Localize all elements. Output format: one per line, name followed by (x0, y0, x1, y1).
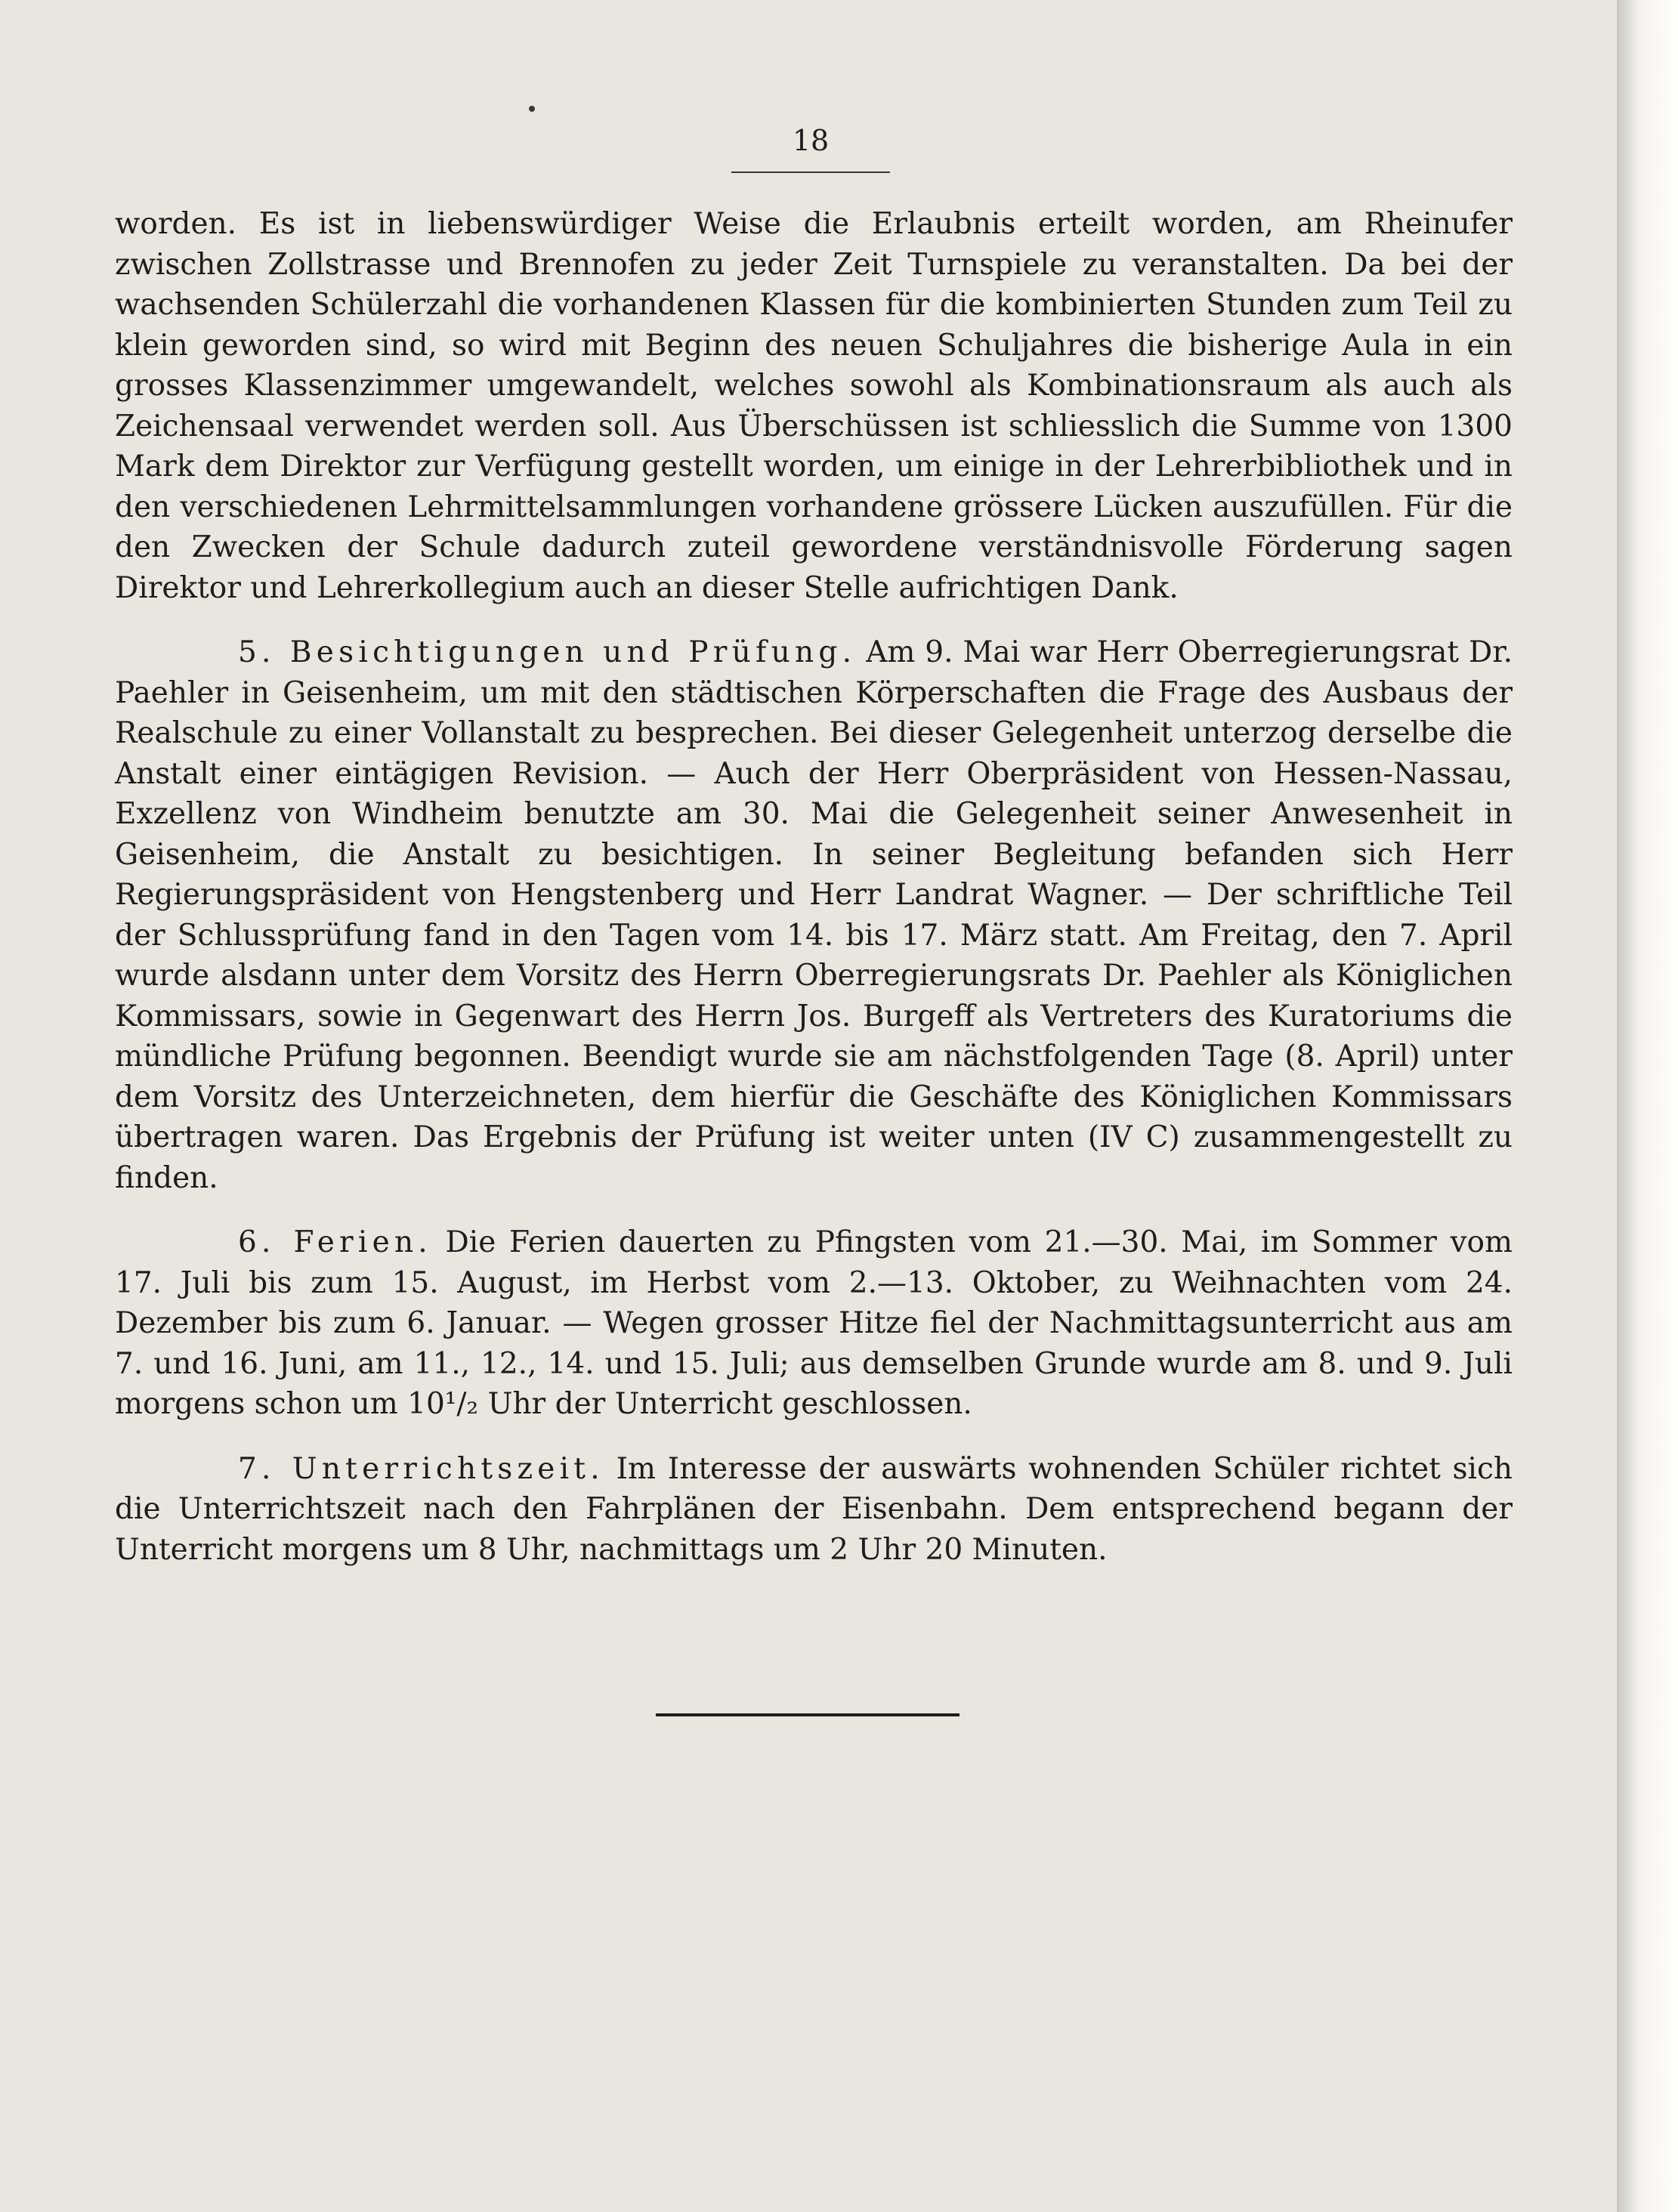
text-body (115, 204, 1513, 1594)
page-edge-shadow (1617, 0, 1678, 2212)
paragraph-text: worden. Es ist in liebenswürdiger Weise die Erlaubnis erteilt worden, am Rheinufer zwischen Zollstrasse und Brennofen zu jeder Zeit Turnspiele zu veranstalten. Da bei der wachsenden Schülerzahl die vorhandenen Klassen für die kombinierten Stunden zum Teil zu klein geworden sind, so wird mit Beginn des neuen Schuljahres die bisherige Aula in ein grosses Klassenzimmer umgewandelt, welches sowohl als Kombinationsraum als auch als Zeichensaal verwendet werden soll. Aus Überschüssen ist schliesslich die Summe von 1300 Mark dem Direktor zur Verfügung gestellt worden, um einige in der Lehrerbibliothek und in den verschiedenen Lehrmittelsammlungen vorhandene grössere Lücken auszufüllen. Für die den Zwecken der Schule dadurch zuteil gewordene verständnisvolle Förderung sagen Direktor und Lehrerkollegium auch an dieser Stelle aufrichtigen Dank. (115, 207, 1513, 605)
paragraph-text: Am 9. Mai war Herr Oberregierungsrat Dr. Paehler in Geisenheim, um mit den städtischen Körperschaften die Frage des Ausbaus der Realschule zu einer Vollanstalt zu besprechen. Bei dieser Gelegenheit unterzog derselbe die Anstalt einer eintägigen Revision. — Auch der Herr Oberpräsident von Hessen-Nassau, Exzellenz von Windheim benutzte am 30. Mai die Gelegenheit seiner Anwesenheit in Geisenheim, die Anstalt zu besichtigen. In seiner Begleitung befanden sich Herr Regierungspräsident von Hengstenberg und Herr Landrat Wagner. — Der schriftliche Teil der Schlussprüfung fand in den Tagen vom 14. bis 17. März statt. Am Freitag, den 7. April wurde alsdann unter dem Vorsitz des Herrn Oberregierungsrats Dr. Paehler als Königlichen Kommissars, sowie in Gegenwart des Herrn Jos. Burgeff als Vertreters des Kuratoriums die mündliche Prüfung begonnen. Beendigt wurde sie am nächstfolgenden Tage (8. April) unter dem Vorsitz des Unterzeichneten, dem hierfür die Geschäfte des Königlichen Kommissars übertragen waren. Das Ergebnis der Prüfung ist weiter unten (IV C) zusammengestellt zu finden. (115, 635, 1513, 1195)
page-number-rule (731, 171, 890, 173)
section-heading: 5. Besichtigungen und Prüfung. (238, 635, 857, 669)
paragraph-lesson-times (115, 1449, 1513, 1571)
paragraph-text: Im Interesse der auswärts wohnenden Schüler richtet sich die Unterrichtszeit nach den Fahrplänen der Eisenbahn. Dem entsprechend begann der Unterricht morgens um 8 Uhr, nachmittags um 2 Uhr 20 Minuten. (115, 1451, 1513, 1567)
section-heading: 6. Ferien. (238, 1225, 432, 1259)
ink-speck (529, 106, 535, 112)
paragraph-inspections-exam (115, 632, 1513, 1198)
paragraph-continuation (115, 204, 1513, 608)
section-end-rule (656, 1713, 960, 1716)
paragraph-text: Die Ferien dauerten zu Pfingsten vom 21.—30. Mai, im Sommer vom 17. Juli bis zum 15. August, im Herbst vom 2.—13. Oktober, zu Weihnachten vom 24. Dezember bis zum 6. Januar. — Wegen grosser Hitze fiel der Nachmittagsunterricht aus am 7. und 16. Juni, am 11., 12., 14. und 15. Juli; aus demselben Grunde wurde am 8. und 9. Juli morgens schon um 10¹/₂ Uhr der Unterricht geschlossen. (115, 1225, 1513, 1421)
paragraph-holidays (115, 1222, 1513, 1425)
section-heading: 7. Unterrichtszeit. (238, 1451, 604, 1486)
page-number: 18 (792, 124, 830, 157)
